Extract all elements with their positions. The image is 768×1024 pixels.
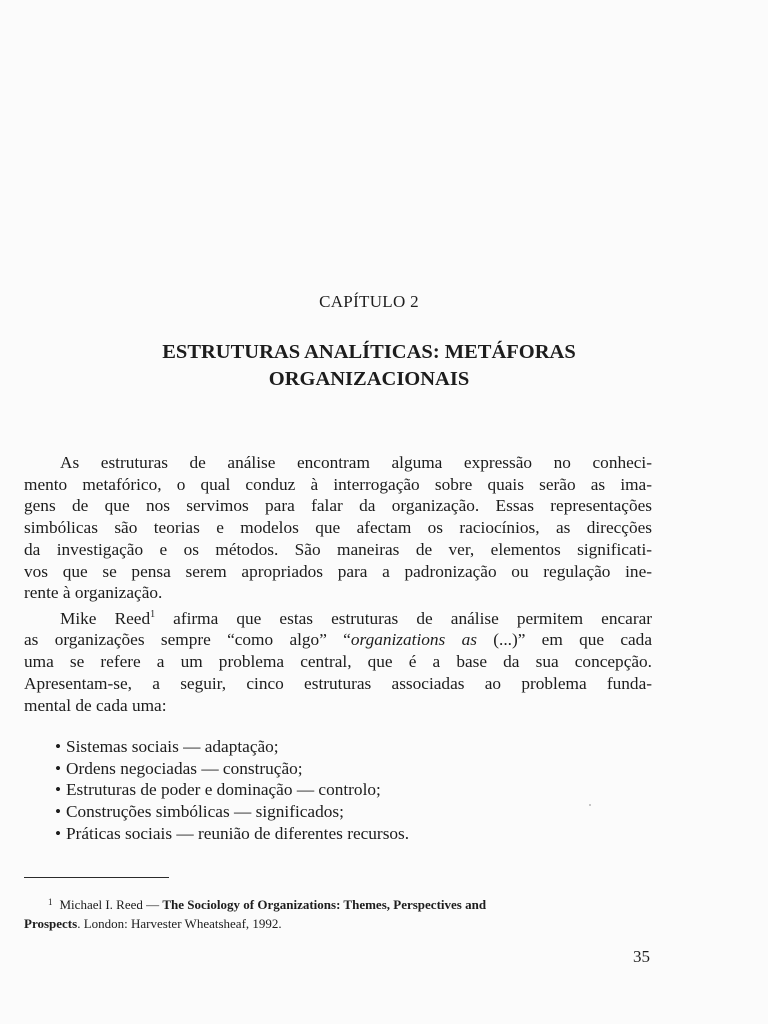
chapter-title-line: ORGANIZACIONAIS: [268, 368, 470, 390]
list-item-text: Estruturas de poder e dominação — controlo;: [66, 780, 381, 800]
paragraph-line: uma se refere a um problema central, que é a base da sua concepção.: [24, 652, 652, 672]
paragraph-text: afirma que estas estruturas de análise permitem encarar: [155, 608, 653, 628]
bullet-marker: •: [55, 823, 62, 843]
chapter-label: CAPÍTULO 2: [319, 292, 419, 311]
paragraph-line: rente à organização.: [24, 583, 163, 603]
list-item: [55, 823, 409, 845]
footnote-reference: 1: [150, 609, 156, 620]
footnote-publisher: . London: Harvester Wheatsheaf, 1992.: [77, 916, 282, 931]
paragraph-line: simbólicas são teorias e modelos que afectam os raciocínios, as direcções: [24, 518, 652, 538]
list-item: [55, 801, 409, 823]
paragraph-line: mental de cada uma:: [24, 695, 167, 715]
chapter-title-line: ESTRUTURAS ANALÍTICAS: METÁFORAS: [162, 341, 576, 363]
paragraph-line: da investigação e os métodos. São maneiras de ver, elementos significati-: [24, 539, 652, 559]
paragraph-text: as organizações sempre “como algo” “: [24, 630, 351, 650]
paragraph-line: Apresentam-se, a seguir, cinco estruturas associadas ao problema funda-: [24, 673, 652, 693]
list-item: [55, 779, 409, 801]
list-item-text: Sistemas sociais — adaptação;: [66, 737, 279, 756]
paragraph-text: Mike Reed: [60, 608, 151, 628]
list-item-text: Práticas sociais — reunião de diferentes recursos.: [66, 823, 410, 843]
paragraph-line: vos que se pensa serem apropriados para a padronização ou regulação ine-: [24, 561, 652, 581]
scan-speck: [589, 804, 591, 806]
page-number: 35: [633, 947, 650, 966]
footnote-number: 1: [48, 897, 53, 907]
bullet-marker: •: [55, 802, 62, 822]
list-item: [55, 736, 409, 758]
chapter-title: [0, 339, 738, 393]
italic-term: organizations as: [350, 630, 477, 650]
list-item: [55, 758, 409, 780]
paragraph-line: [24, 629, 652, 651]
paragraph-text: (...)” em que cada: [476, 630, 652, 650]
footnote-title: Prospects: [24, 916, 78, 931]
paragraph-2: [24, 604, 652, 716]
bullet-marker: •: [55, 780, 62, 800]
footnote-title: The Sociology of Organizations: Themes, Perspectives and: [162, 897, 487, 912]
paragraph-line: As estruturas de análise encontram alguma expressão no conheci-: [60, 453, 652, 472]
list-item-text: Ordens negociadas — construção;: [66, 758, 303, 778]
bullet-marker: •: [55, 737, 62, 756]
paragraph-line: mento metafórico, o qual conduz à interrogação sobre quais serão as ima-: [24, 474, 652, 494]
footnote: [24, 893, 648, 933]
paragraph-line: [24, 604, 652, 629]
footnote-author: Michael I. Reed —: [59, 897, 163, 912]
paragraph-line: gens de que nos servimos para falar da organização. Essas representações: [24, 496, 652, 516]
paragraph-1: [24, 452, 652, 604]
footnote-divider: [24, 877, 169, 878]
bullet-list: [55, 736, 409, 845]
bullet-marker: •: [55, 758, 62, 778]
list-item-text: Construções simbólicas — significados;: [66, 802, 344, 822]
